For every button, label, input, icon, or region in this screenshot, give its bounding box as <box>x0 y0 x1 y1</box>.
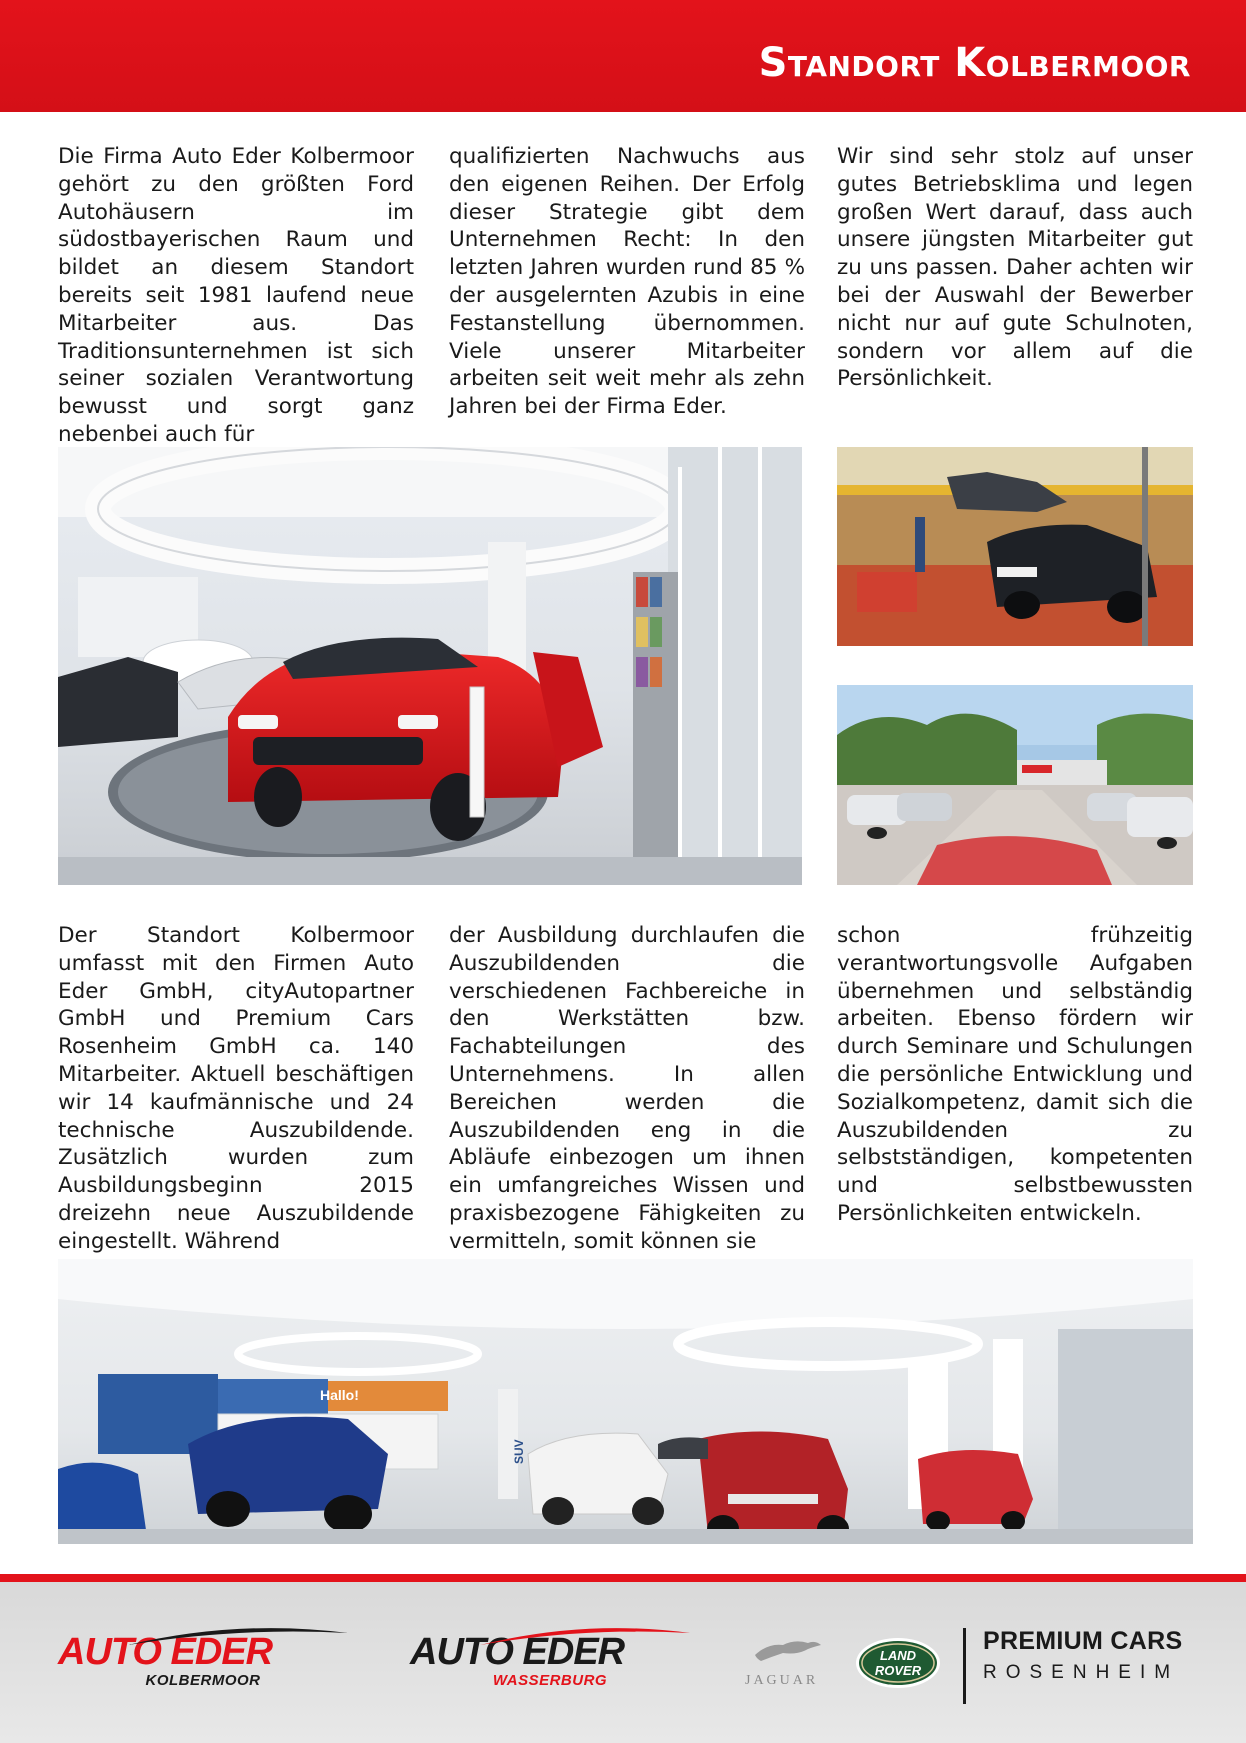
jaguar-wordmark: JAGUAR <box>745 1673 819 1688</box>
land-rover-oval-icon <box>855 1637 941 1689</box>
premium-cars-rosenheim-logo[interactable] <box>983 1627 1198 1707</box>
auto-eder-wordmark: AUTO EDER <box>58 1631 273 1673</box>
jaguar-leaper-icon <box>753 1635 823 1665</box>
showroom-photo <box>58 447 802 885</box>
jaguar-logo[interactable] <box>745 1635 845 1695</box>
auto-eder-location: WASSERBURG <box>492 1672 608 1689</box>
panorama-sign-suv: SUV <box>512 1439 526 1464</box>
body-column-3: schon frühzeitig verantwortungsvolle Aufgaben übernehmen und selbständig arbeiten. Ebenso fördern wir durch Seminare und Schulungen die persönliche Entwicklung und Sozialkompetenz, damit sich die Auszubildenden zu selbstständigen, kompetenten und selbstbewussten Persönlichkeiten entwickeln. <box>837 923 1193 1226</box>
intro-column-2: qualifizierten Nachwuchs aus den eigenen Reihen. Der Erfolg dieser Strategie gibt dem Unternehmen Recht: In den letzten Jahren wurden rund 85 % der ausgelernten Azubis in eine Festanstellung übernommen. Viele unserer Mitarbeiter arbeiten seit weit mehr als zehn Jahren bei der Firma Eder. <box>449 144 805 420</box>
panorama-sign-hallo: Hallo! <box>320 1387 359 1403</box>
body-column-1: Der Standort Kolbermoor umfasst mit den Firmen Auto Eder GmbH, cityAutopartner GmbH und Premium Cars Rosenheim GmbH ca. 140 Mitarbeiter. Aktuell beschäftigen wir 14 kaufmännische und 24 technische Auszubildende. Zusätzlich wurden zum Ausbildungsbeginn 2015 dreizehn neue Auszubildende eingestellt. Während <box>58 923 414 1254</box>
panorama-showroom-photo <box>58 1259 1193 1544</box>
auto-eder-location: KOLBERMOOR <box>145 1672 261 1689</box>
land-rover-word-1: LAND <box>879 1648 917 1663</box>
auto-eder-wordmark: AUTO EDER <box>410 1631 625 1673</box>
land-rover-logo[interactable] <box>855 1637 941 1689</box>
auto-eder-wasserburg-logo[interactable] <box>410 1633 690 1695</box>
workshop-photo <box>837 447 1193 646</box>
swoosh-icon <box>480 1625 690 1647</box>
footer-divider-line <box>0 1574 1246 1582</box>
premium-cars-divider <box>963 1628 966 1704</box>
auto-eder-kolbermoor-logo[interactable] <box>58 1633 348 1695</box>
land-rover-word-2: ROVER <box>874 1663 922 1678</box>
parking-lot-photo <box>837 685 1193 885</box>
premium-cars-subtitle: ROSENHEIM <box>983 1662 1180 1683</box>
premium-cars-title: PREMIUM CARS <box>983 1627 1183 1655</box>
body-column-2: der Ausbildung durchlaufen die Auszubildenden die verschiedenen Fachbereiche in den Werkstätten bzw. Fachabteilungen des Unternehmens. In allen Bereichen werden die Auszubildenden eng in die Abläufe einbezogen um ihnen ein umfangreiches Wissen und praxisbezogene Fähigkeiten zu vermitteln, somit können sie <box>449 923 805 1254</box>
page-title: Standort Kolbermoor <box>758 40 1191 86</box>
intro-column-1: Die Firma Auto Eder Kolbermoor gehört zu den größten Ford Autohäusern im südostbayerischen Raum und bildet an diesem Standort bereits seit 1981 laufend neue Mitarbeiter aus. Das Traditionsunternehmen ist sich seiner sozialen Verantwortung bewusst und sorgt ganz nebenbei auch für <box>58 144 414 447</box>
intro-column-3: Wir sind sehr stolz auf unser gutes Betriebsklima und legen großen Wert darauf, dass auch unsere jüngsten Mitarbeiter gut zu uns passen. Daher achten wir bei der Auswahl der Bewerber nicht nur auf gute Schulnoten, sondern vor allem auf die Persönlichkeit. <box>837 144 1193 392</box>
swoosh-icon <box>128 1625 348 1647</box>
